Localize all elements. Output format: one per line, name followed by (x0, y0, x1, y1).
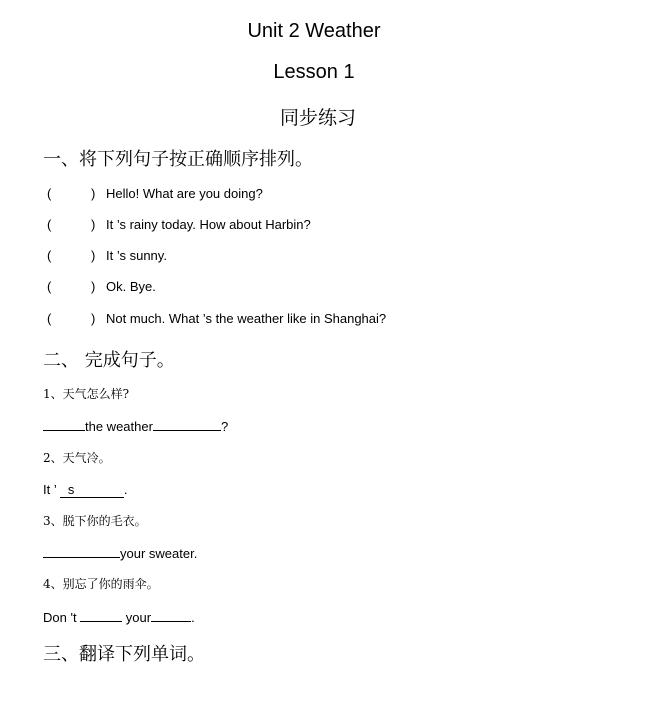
answer-paren-close: ) (91, 217, 96, 232)
answer-paren-open: ( (47, 217, 52, 232)
fill-in-line (43, 543, 197, 561)
section-1-heading: 一、将下列句子按正确顺序排列。 (43, 149, 313, 170)
fill-in-line (43, 416, 228, 434)
fill-text: Don 't (43, 610, 77, 625)
section-2-heading: 二、 完成句子。 (43, 350, 175, 371)
fill-text: . (191, 610, 195, 625)
ordering-sentence: It ’s rainy today. How about Harbin? (106, 217, 311, 232)
fill-text: the weather (85, 419, 153, 434)
answer-blank[interactable] (60, 482, 124, 498)
sentence-prompt: 3、脱下你的毛衣。 (43, 514, 147, 528)
page-title: Unit 2 Weather (247, 20, 381, 42)
answer-blank[interactable] (43, 416, 85, 431)
answer-paren-close: ) (91, 186, 96, 201)
ordering-sentence: It ’s sunny. (106, 248, 167, 263)
sentence-prompt: 4、别忘了你的雨伞。 (43, 577, 159, 591)
answer-paren-open: ( (47, 311, 52, 326)
sentence-prompt: 1、天气怎么样? (43, 387, 130, 401)
answer-paren-close: ) (91, 311, 96, 326)
fill-in-line (43, 607, 195, 625)
answer-blank[interactable] (153, 416, 221, 431)
fill-text: ? (220, 419, 229, 434)
ordering-sentence: Not much. What ’s the weather like in Shanghai? (106, 311, 387, 326)
answer-blank[interactable] (151, 607, 191, 622)
answer-paren-open: ( (47, 279, 52, 294)
section-3-heading: 三、翻译下列单词。 (43, 644, 205, 665)
ordering-sentence: Hello! What are you doing? (106, 186, 263, 201)
answer-blank[interactable] (43, 543, 120, 558)
ordering-sentence: Ok. Bye. (106, 279, 156, 294)
answer-paren-close: ) (91, 279, 96, 294)
answer-paren-close: ) (91, 248, 96, 263)
fill-in-line (43, 482, 127, 498)
answer-paren-open: ( (47, 186, 52, 201)
answer-blank[interactable] (80, 607, 122, 622)
fill-text: your sweater. (120, 546, 198, 561)
fill-text: . (123, 482, 128, 497)
exercise-subtitle: 同步练习 (279, 107, 356, 129)
fill-text: It ’ (43, 482, 60, 497)
answer-paren-open: ( (47, 248, 52, 263)
sentence-prompt: 2、天气冷。 (43, 451, 111, 465)
lesson-title: Lesson 1 (273, 61, 355, 83)
fill-text: your (122, 610, 152, 625)
fill-text: s (67, 482, 75, 497)
